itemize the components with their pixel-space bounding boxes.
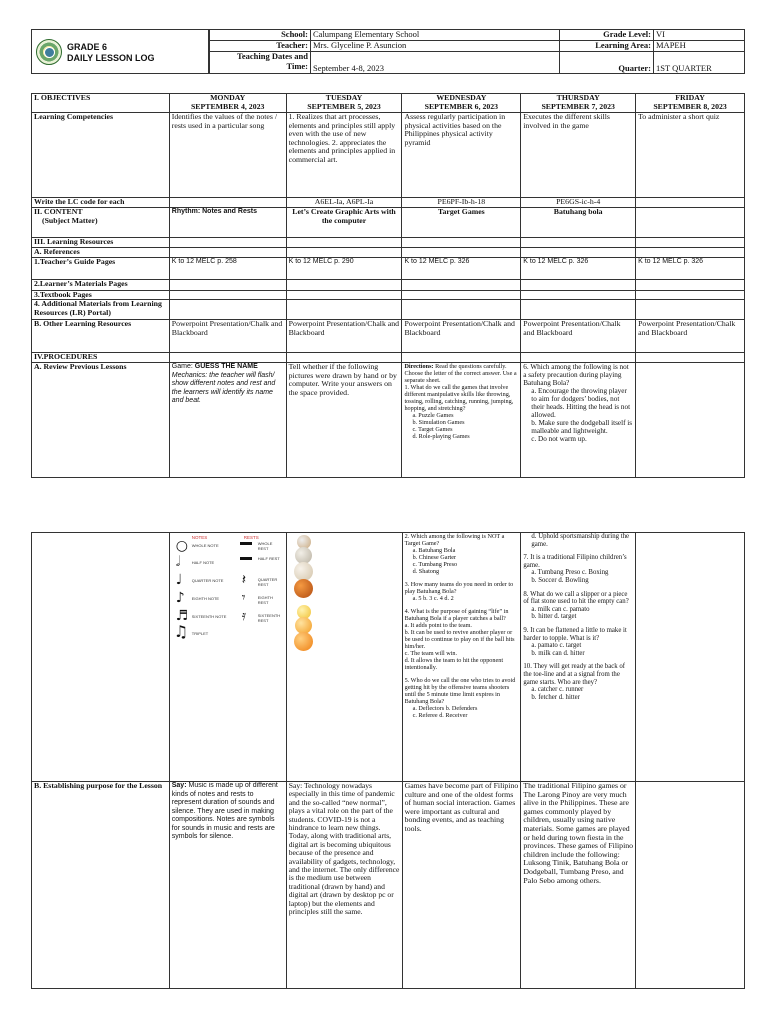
teacher-value: Mrs. Glyceline P. Asuncion (311, 41, 560, 52)
header-logo-block (31, 29, 209, 74)
day-header-monday: MONDAY SEPTEMBER 4, 2023 (169, 94, 286, 113)
grade-label: Grade Level: (560, 30, 654, 41)
note-name: WHOLE NOTE (191, 543, 219, 548)
quiz-thursday-continued: d. Uphold sportsmanship during the game. 7. It is a traditional Filipino children’s game. a. Tumbang Preso c. Boxing b. Soccer d. Bowling 8. What do we call a slipper or a piece of flat stone used to hit the empty can? a. milk can c. pamato b. hitter d. target 9. It can be flattened a little to make it harder to topple. What is it? a. pamato c. target b. milk can d. hitter 10. They will get ready at the back of the toe-line and at a signal from the game starts. Who are they? a. catcher c. runner b. fetcher d. hitter (521, 533, 636, 782)
note-name: EIGHTH NOTE (191, 596, 220, 601)
dates-label (210, 52, 311, 74)
rests-header: RESTS (243, 535, 259, 540)
sixteenth-note-icon: ♬ (175, 608, 189, 624)
area-label: Learning Area: (560, 41, 654, 52)
content-friday (636, 208, 745, 238)
day-header-thursday: THURSDAY SEPTEMBER 7, 2023 (521, 94, 636, 113)
area-value: MAPEH (654, 41, 745, 52)
competency-wednesday: Assess regularly participation in physical activities based on the Philippines physical activity pyramid (402, 113, 521, 198)
tg-friday: K to 12 MELC p. 326 (636, 257, 745, 279)
content-label: II. CONTENT (Subject Matter) (32, 208, 170, 238)
content-tuesday: Let’s Create Graphic Arts with the computer (286, 208, 402, 238)
triplet-icon: ♫ (173, 622, 189, 641)
purpose-monday: Say: Music is made up of different kinds of notes and rests to represent duration of sounds and silence. They are used in making compositions. Notes are symbols for sounds in music and rests are symbols for silence. (169, 782, 286, 989)
basketball-icon (294, 579, 313, 598)
tg-thursday: K to 12 MELC p. 326 (521, 257, 636, 279)
sixteenth-rest-icon: 𝄿 (241, 608, 247, 624)
competency-thursday: Executes the different skills involved in the game (521, 113, 636, 198)
title-line-2: DAILY LESSON LOG (67, 53, 155, 63)
school-value: Calumpang Elementary School (311, 30, 560, 41)
lc-code-monday (169, 198, 286, 208)
rest-name: SIXTEENTH REST (257, 613, 281, 623)
note-name: TRIPLET (191, 631, 209, 636)
review-wednesday: Directions: Read the questions carefully. Choose the letter of the correct answer. Use a separate sheet. 1. What do we call the games that involve different manipulative skills like throwing, tossing, rolling, catching, running, jumping, hopping, and stretching? a. Puzzle Games b. Simulation Games c. Target Games d. Role-playing Games (402, 363, 521, 478)
dates-label-line1: Teaching Dates and (236, 51, 308, 61)
other-resources-thursday: Powerpoint Presentation/Chalk and Blackboard (521, 320, 636, 353)
header-info-table (209, 29, 745, 74)
resources-label: III. Learning Resources (32, 238, 170, 248)
lesson-log-table-page2 (31, 532, 745, 989)
review-thursday: 6. Which among the following is not a safety precaution during playing Batuhang Bola? a. Encourage the throwing player to aim for dodgers’ bodies, not their heads. Hitting the head is not allowed. b. Make sure the dodgeball itself is malleable and lightweight. c. Do not warm up. (521, 363, 636, 478)
other-resources-label: B. Other Learning Resources (32, 320, 170, 353)
tg-label: 1.Teacher’s Guide Pages (32, 257, 170, 279)
header-title (67, 42, 155, 64)
dates-label-line2: Time: (286, 60, 308, 71)
purpose-thursday: The traditional Filipino games or The Larong Pinoy are very much alive in the Philippines. These are games commonly played by children, usually using native materials. Some games are played or held during town fiesta in the provinces. These games of Filipino children include the following: Luksong Tinik, Batuhang Bola or Dodgeball, Tumbang Preso, and Palo Sebo among others. (521, 782, 636, 989)
teacher-label: Teacher: (210, 41, 311, 52)
computer-ball-icon (294, 632, 313, 651)
quiz-wednesday-continued: 2. Which among the following is NOT a Target Game? a. Batuhang Bola b. Chinese Garter c. Tumbang Preso d. Shatong 3. How many teams do you need in order to play Batuhang Bola? a. 5 b. 3 c. 4 d. 2 4. What is the purpose of gaining “life” in Batuhang Bola if a player catches a ball? a. It adds point to the team. b. It can be used to revive another player or be used to continue to play on if the ball hits him/her. c. The team will win. d. It allows the team to hit the opponent intentionally. 5. Who do we call the one who tries to avoid getting hit by the offensive teams shooters until the 5 minute time limit expires in Batuhang Bola? a. Deflectors b. Defenders c. Referee d. Receiver (402, 533, 521, 782)
notes-rests-chart (169, 533, 286, 782)
notes-header: NOTES (191, 535, 208, 540)
quarter-value: 1ST QUARTER (654, 52, 745, 74)
lc-code-thursday: PE6GS-ic-h-4 (521, 198, 636, 208)
review-tuesday: Tell whether if the following pictures were drawn by hand or by computer. Write your answers on the space provided. (286, 363, 402, 478)
content-monday: Rhythm: Notes and Rests (169, 208, 286, 238)
additional-label: 4. Additional Materials from Learning Resources (LR) Portal) (32, 300, 170, 320)
procedures-label: IV.PROCEDURES (32, 353, 170, 363)
eighth-rest-icon: 𝄾 (241, 590, 246, 606)
note-name: SIXTEENTH NOTE (191, 614, 227, 619)
school-label: School: (210, 30, 311, 41)
whole-note-icon: ○ (175, 538, 188, 554)
day-header-friday: FRIDAY SEPTEMBER 8, 2023 (636, 94, 745, 113)
school-seal-icon (36, 39, 62, 65)
lc-code-friday (636, 198, 745, 208)
other-resources-tuesday: Powerpoint Presentation/Chalk and Blackboard (286, 320, 402, 353)
textbook-label: 3.Textbook Pages (32, 290, 170, 300)
objectives-heading: I. OBJECTIVES (32, 94, 170, 113)
title-line-1: GRADE 6 (67, 42, 108, 52)
lm-label: 2.Learner’s Materials Pages (32, 279, 170, 290)
purpose-wednesday: Games have become part of Filipino culture and one of the oldest forms of human social interaction. Games were important as cultural and bonding events, and as teaching tools. (402, 782, 521, 989)
other-resources-monday: Powerpoint Presentation/Chalk and Blackboard (169, 320, 286, 353)
purpose-tuesday: Say: Technology nowadays especially in this time of pandemic and the so-called “new normal”, plays a vital role on the part of the students. COVID-19 is not a hindrance to learn new things. Today, along with traditional arts, digital art is becoming ubiquitous because of the presence and availability of gadgets, technology, and the internet. The only difference is the medium use between traditional (drawn by hand) and digital art (drawn by desktop pc or laptop) but the elements and principles still the same. (286, 782, 402, 989)
lc-code-tuesday: A6EL-Ia, A6PL-Ia (286, 198, 402, 208)
lc-code-label: Write the LC code for each (32, 198, 170, 208)
notes-rests-image (172, 533, 282, 663)
lesson-log-table (31, 93, 745, 478)
competency-monday: Identifies the values of the notes / rests used in a particular song (169, 113, 286, 198)
other-resources-wednesday: Powerpoint Presentation/Chalk and Blackboard (402, 320, 521, 353)
lc-code-wednesday: PE6PF-Ib-h-18 (402, 198, 521, 208)
grade-value: VI (654, 30, 745, 41)
tg-monday: K to 12 MELC p. 258 (169, 257, 286, 279)
whole-rest-icon (240, 542, 252, 545)
day-header-wednesday: WEDNESDAY SEPTEMBER 6, 2023 (402, 94, 521, 113)
rest-name: WHOLE REST (257, 541, 273, 551)
quarter-rest-icon: 𝄽 (241, 572, 247, 588)
half-note-icon: 𝅗𝅥 (175, 554, 181, 570)
review-monday: Game: GUESS THE NAME Mechanics: the teacher will flash/ show different notes and rest and the learners will identify its name and beat. (169, 363, 286, 478)
content-wednesday: Target Games (402, 208, 521, 238)
balls-pictures (286, 533, 402, 782)
dates-value: September 4-8, 2023 (311, 52, 560, 74)
note-name: QUARTER NOTE (191, 578, 224, 583)
rest-name: HALF REST (257, 556, 280, 561)
review-label: A. Review Previous Lessons (32, 363, 170, 478)
rest-name: EIGHTH REST (257, 595, 273, 605)
ball-stacks-image (289, 533, 349, 653)
tg-wednesday: K to 12 MELC p. 326 (402, 257, 521, 279)
rest-name: QUARTER REST (257, 577, 278, 587)
day-header-tuesday: TUESDAY SEPTEMBER 5, 2023 (286, 94, 402, 113)
tg-tuesday: K to 12 MELC p. 290 (286, 257, 402, 279)
references-label: A. References (32, 248, 170, 258)
quarter-note-icon: ♩ (175, 572, 183, 588)
content-thursday: Batuhang bola (521, 208, 636, 238)
quarter-label: Quarter: (560, 52, 654, 74)
competency-tuesday: 1. Realizes that art processes, elements and principles still apply even with the use of new technologies. 2. appreciates the elements and principles applied in commercial art. (286, 113, 402, 198)
note-name: HALF NOTE (191, 560, 215, 565)
competencies-label: Learning Competencies (32, 113, 170, 198)
competency-friday: To administer a short quiz (636, 113, 745, 198)
purpose-label: B. Establishing purpose for the Lesson (32, 782, 170, 989)
other-resources-friday: Powerpoint Presentation/Chalk and Blackboard (636, 320, 745, 353)
eighth-note-icon: ♪ (175, 590, 185, 606)
half-rest-icon (240, 557, 252, 560)
